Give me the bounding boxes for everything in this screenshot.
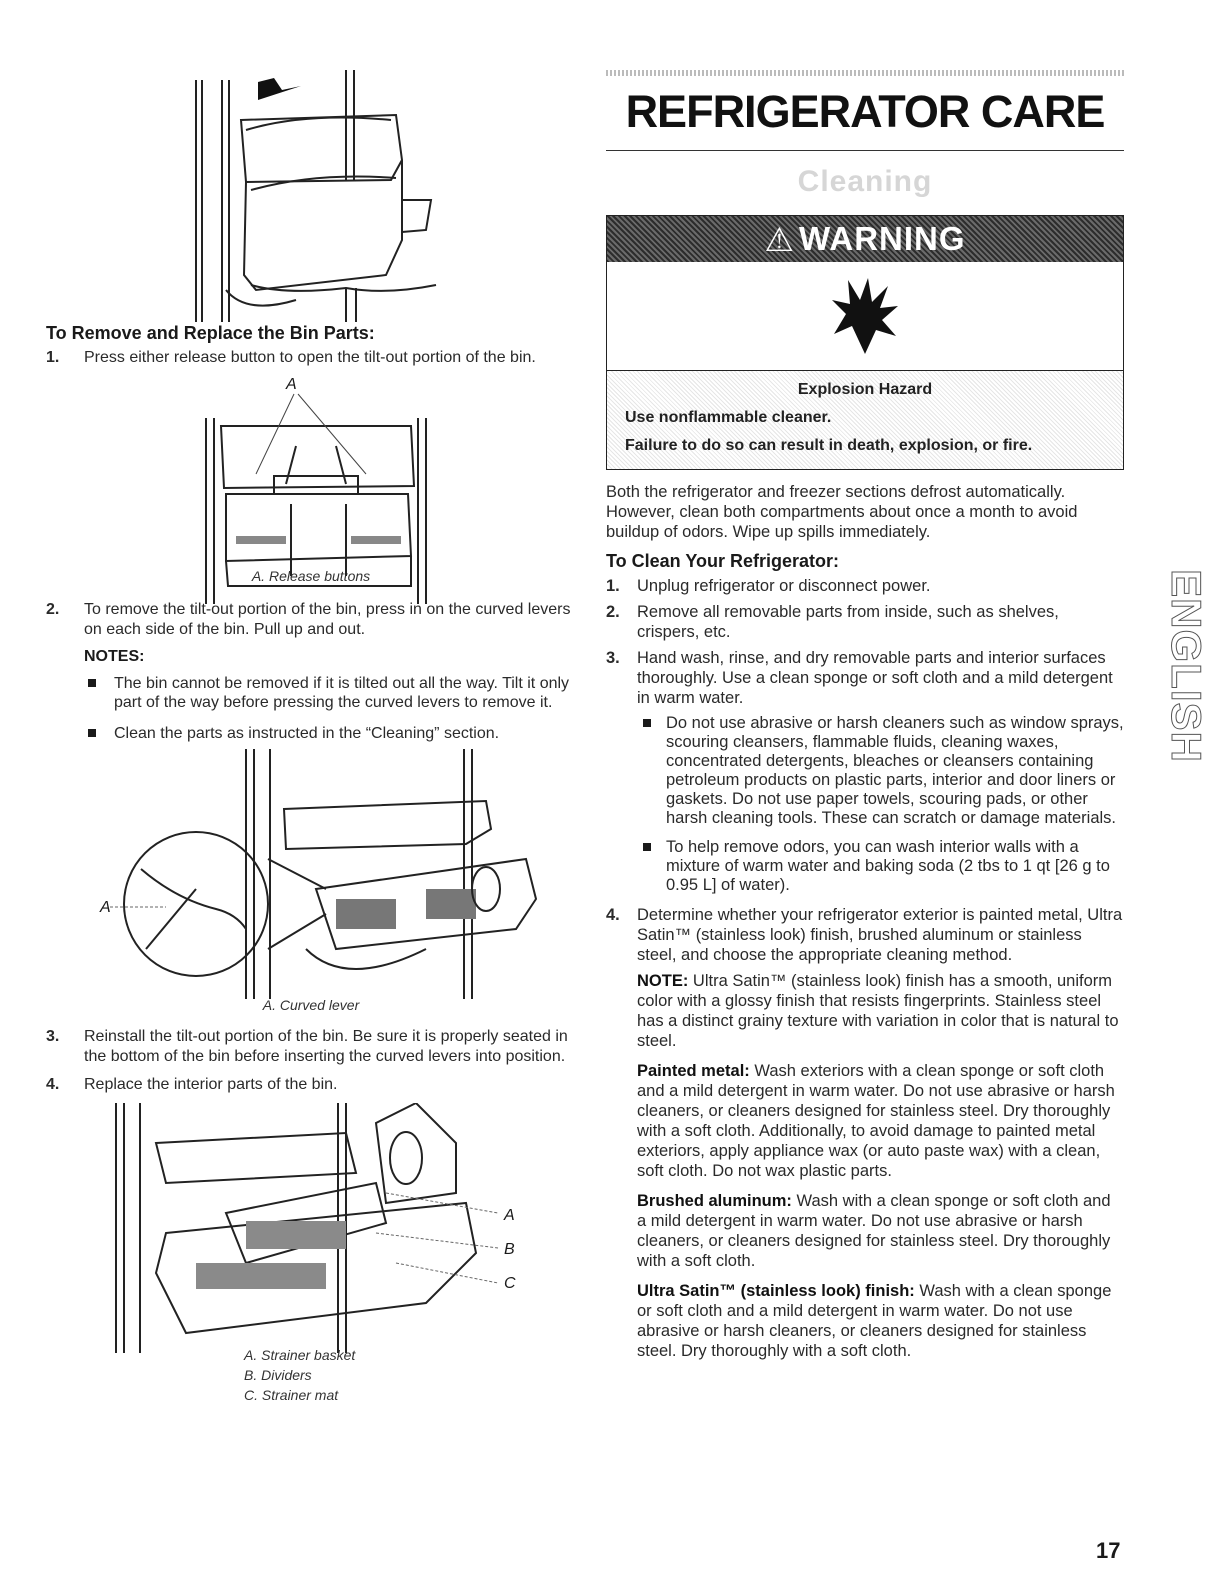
right-column xyxy=(606,70,1124,1371)
painted-metal-text: Wash exteriors with a clean sponge or soft cloth and a mild detergent in warm water. Do not use abrasive or harsh cleaners, or cleaners designed for stainless steel. Dry thoroughly with a soft cloth. Additionally, to avoid damage to painted metal exteriors, apply appliance wax (or auto paste wax) with a clean, soft cloth. Do not wax plastic parts. xyxy=(637,1062,1115,1180)
brushed-aluminum-paragraph xyxy=(606,1191,1124,1271)
left-step-1 xyxy=(46,348,576,368)
clean-heading: To Clean Your Refrigerator: xyxy=(606,551,840,571)
warning-line-2: Failure to do so can result in death, explosion, or fire. xyxy=(625,437,1033,454)
note-text: Ultra Satin™ (stainless look) finish has a smooth, uniform color with a glossy finish that resists fingerprints. Stainless steel has a distinct grainy texture with variation in color that is natural to steel. xyxy=(637,972,1119,1050)
clean-bullet xyxy=(606,714,1124,828)
release-buttons-caption: A. Release buttons xyxy=(251,568,371,584)
note-label: NOTE: xyxy=(637,972,689,990)
warning-text-area xyxy=(607,371,1123,469)
page-number: 17 xyxy=(1096,1538,1121,1563)
figure-label-a: A xyxy=(100,899,111,916)
clean-bullet xyxy=(606,838,1124,895)
step-number: 2. xyxy=(46,601,60,618)
step-number: 2. xyxy=(606,603,620,621)
intro-paragraph: Both the refrigerator and freezer sections defrost automatically. However, clean both compartments about once a month to avoid buildup of odors. Wipe up spills immediately. xyxy=(606,483,1078,541)
left-step-4 xyxy=(46,1075,576,1095)
left-step-2 xyxy=(46,600,576,640)
strainer-illustration xyxy=(46,1103,576,1353)
title-divider xyxy=(606,150,1124,151)
warning-icon-area xyxy=(607,262,1123,371)
clean-step-4 xyxy=(606,905,1124,965)
notes-heading: NOTES: xyxy=(84,648,145,665)
left-column xyxy=(46,60,576,1405)
step-text: To remove the tilt-out portion of the bin, press in on the curved levers on each side of the bin. Pull up and out. xyxy=(84,601,571,638)
bin-removal-illustration xyxy=(46,60,576,322)
strainer-figure xyxy=(46,1103,576,1353)
warning-triangle-icon: ⚠ xyxy=(764,220,796,258)
step-number: 3. xyxy=(606,649,620,667)
bullet-square xyxy=(643,843,651,851)
figure-label-b: B xyxy=(504,1241,515,1258)
bin-parts-heading: To Remove and Replace the Bin Parts: xyxy=(46,323,375,343)
ultra-satin-label: Ultra Satin™ (stainless look) finish: xyxy=(637,1282,915,1300)
curved-lever-illustration xyxy=(46,749,576,999)
step-number: 4. xyxy=(606,906,620,924)
step-text: Press either release button to open the tilt-out portion of the bin. xyxy=(84,349,536,366)
brushed-aluminum-text: Wash with a clean sponge or soft cloth and a mild detergent in warm water. Do not use abrasive or harsh cleaners, or cleaners designed for stainless steel. Dry thoroughly with a soft cloth. xyxy=(637,1192,1111,1270)
clean-step-1 xyxy=(606,576,1124,596)
step-text: Replace the interior parts of the bin. xyxy=(84,1076,338,1093)
bullet-square xyxy=(88,729,96,737)
curved-lever-caption: A. Curved lever xyxy=(262,997,360,1013)
clean-step-3 xyxy=(606,648,1124,708)
language-label: ENGLISH xyxy=(1163,569,1210,763)
step-text: Determine whether your refrigerator exterior is painted metal, Ultra Satin™ (stainless look) finish, brushed aluminum or stainless steel, and choose the appropriate cleaning method. xyxy=(637,906,1123,964)
curved-lever-figure xyxy=(46,749,576,999)
release-buttons-illustration xyxy=(46,376,576,604)
step-number: 1. xyxy=(606,577,620,595)
step-text: Unplug refrigerator or disconnect power. xyxy=(637,577,931,595)
clean-step-2 xyxy=(606,602,1124,642)
step-text: Hand wash, rinse, and dry removable parts and interior surfaces thoroughly. Use a clean sponge or soft cloth and a mild detergent in warm water. xyxy=(637,649,1113,707)
warning-header-text: WARNING xyxy=(799,220,966,257)
painted-metal-paragraph xyxy=(606,1061,1124,1181)
figure-label-c: C xyxy=(504,1275,516,1292)
note-bullet xyxy=(46,724,576,743)
section-subtitle: Cleaning xyxy=(797,165,933,198)
note-text: Clean the parts as instructed in the “Cleaning” section. xyxy=(114,725,500,742)
top-divider xyxy=(606,70,1124,76)
warning-header xyxy=(607,216,1123,262)
brushed-aluminum-label: Brushed aluminum: xyxy=(637,1192,792,1210)
note-text: The bin cannot be removed if it is tilted out all the way. Tilt it only part of the way before pressing the curved levers to remove it. xyxy=(114,675,570,711)
bullet-text: Do not use abrasive or harsh cleaners such as window sprays, scouring cleansers, flammable fluids, cleaning waxes, concentrated detergents, bleaches or cleansers containing petroleum products on plastic parts, interior and door liners or gaskets. Do not use paper towels, scouring pads, or other harsh cleaning tools. These can scratch or damage materials. xyxy=(666,714,1124,827)
step-text: Remove all removable parts from inside, such as shelves, crispers, etc. xyxy=(637,603,1059,641)
figure-label-a: A xyxy=(286,376,297,393)
step-number: 3. xyxy=(46,1028,60,1045)
page-title: REFRIGERATOR CARE xyxy=(625,86,1105,137)
ultra-satin-text: Wash with a clean sponge or soft cloth and a mild detergent in warm water. Do not use abrasive or harsh cleaners, or cleaners designed for stainless steel. Dry thoroughly with a soft cloth. xyxy=(637,1282,1112,1360)
note-paragraph xyxy=(606,971,1124,1051)
step-number: 4. xyxy=(46,1076,60,1093)
caption-strainer-basket: A. Strainer basket xyxy=(244,1347,356,1363)
explosion-icon xyxy=(830,276,900,356)
bullet-square xyxy=(88,679,96,687)
bullet-square xyxy=(643,719,651,727)
ultra-satin-paragraph xyxy=(606,1281,1124,1361)
figure-label-a: A xyxy=(504,1207,515,1224)
caption-strainer-mat: C. Strainer mat xyxy=(244,1387,339,1403)
step-number: 1. xyxy=(46,349,60,366)
painted-metal-label: Painted metal: xyxy=(637,1062,750,1080)
hazard-title: Explosion Hazard xyxy=(797,381,933,398)
strainer-captions xyxy=(46,1345,576,1405)
step-text: Reinstall the tilt-out portion of the bin. Be sure it is properly seated in the bottom of the bin before inserting the curved levers into position. xyxy=(84,1028,568,1065)
release-buttons-figure xyxy=(46,376,576,604)
left-step-3 xyxy=(46,1027,576,1067)
warning-box xyxy=(606,215,1124,470)
warning-line-1: Use nonflammable cleaner. xyxy=(625,409,832,426)
language-side-tab xyxy=(1160,569,1212,763)
bullet-text: To help remove odors, you can wash interior walls with a mixture of warm water and baking soda (2 tbs to 1 qt [26 g to 0.95 L] of water). xyxy=(666,838,1110,894)
note-bullet xyxy=(46,674,576,712)
caption-dividers: B. Dividers xyxy=(244,1367,312,1383)
